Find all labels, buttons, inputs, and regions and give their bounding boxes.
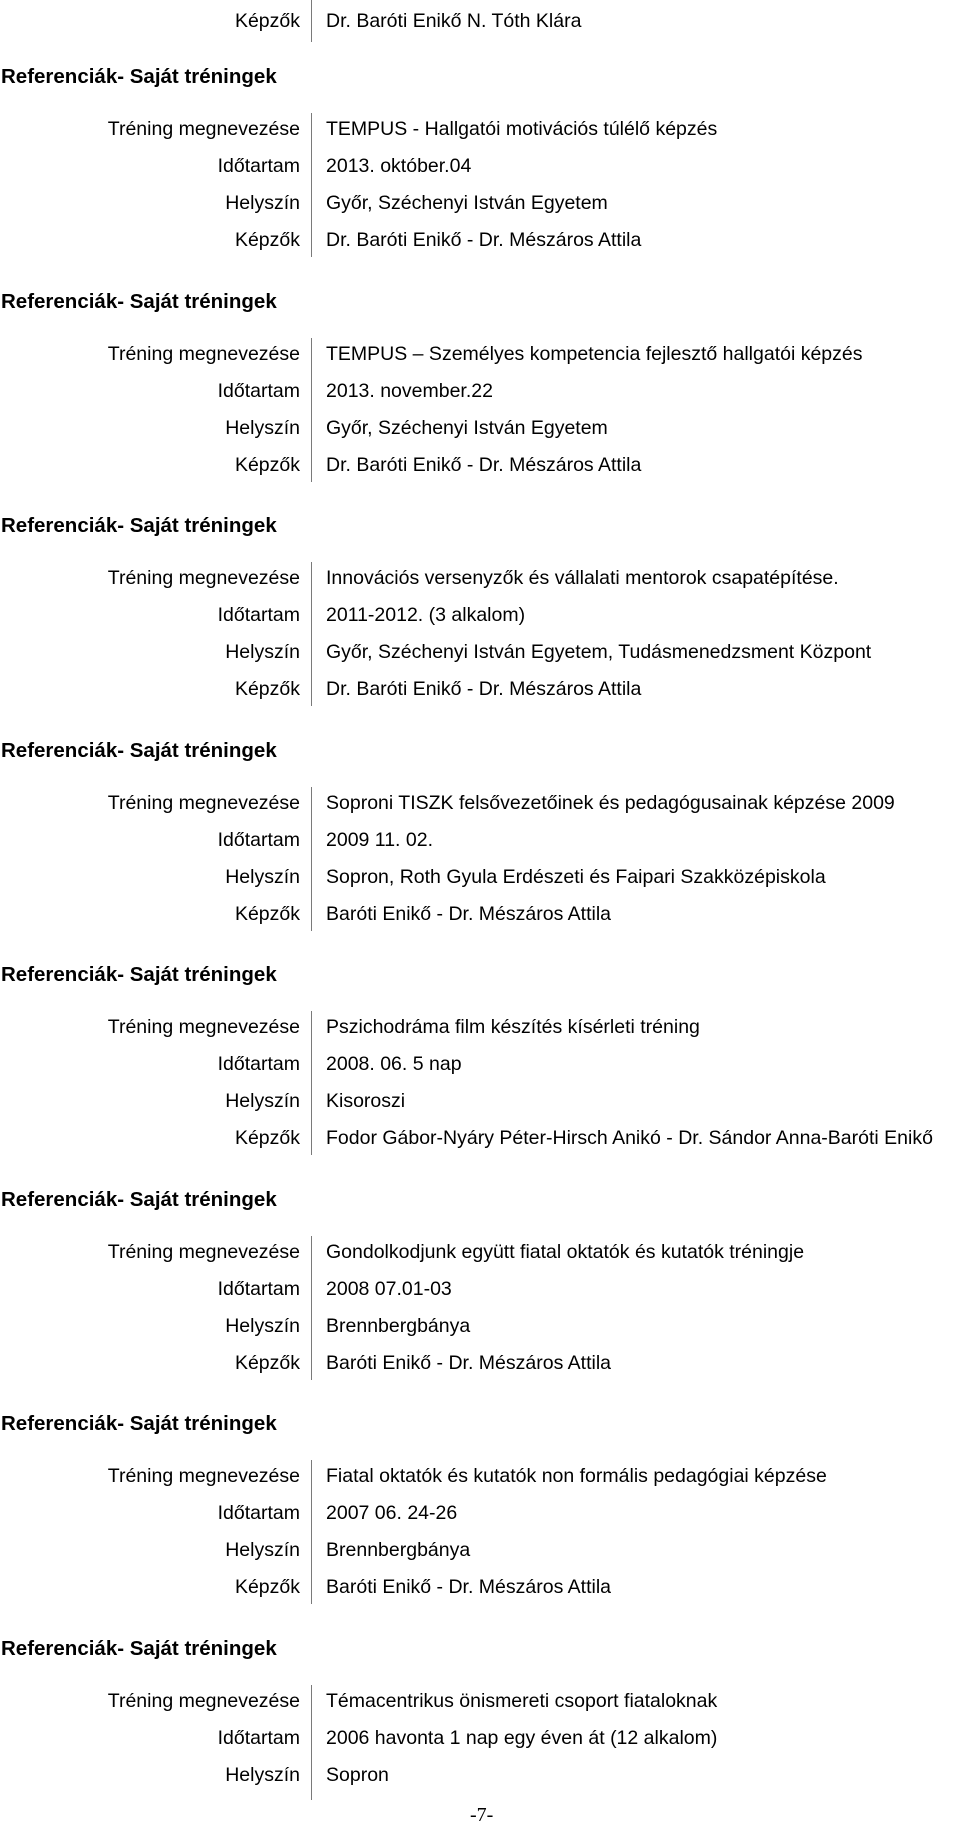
table-row: [0, 1569, 960, 1606]
field-label: Helyszín: [225, 1314, 300, 1337]
field-label: Tréning megnevezése: [107, 1465, 300, 1487]
table-row: [0, 859, 960, 896]
field-value: Győr, Széchenyi István Egyetem, Tudásmenedzsment Központ: [326, 641, 872, 663]
field-label: Képzők: [234, 453, 300, 476]
field-value: Innovációs versenyzők és vállalati mentorok csapatépítése.: [326, 567, 839, 589]
section-heading: Referenciák- Saját tréningek: [1, 514, 277, 537]
table-row: [0, 896, 960, 933]
field-value: Győr, Széchenyi István Egyetem: [326, 416, 608, 439]
table-row: [0, 185, 960, 222]
field-value: TEMPUS - Hallgatói motivációs túlélő képzés: [326, 118, 718, 140]
field-label: Helyszín: [225, 1763, 300, 1786]
table-row: [0, 336, 960, 373]
field-value: 2013. október.04: [326, 155, 472, 177]
field-label: Képzők: [234, 678, 300, 700]
field-label: Helyszín: [225, 641, 300, 663]
column-divider: [311, 787, 312, 931]
section-heading: Referenciák- Saját tréningek: [1, 1412, 277, 1435]
column-divider: [311, 1685, 312, 1801]
table-row: [0, 1495, 960, 1532]
field-value: Győr, Széchenyi István Egyetem: [326, 192, 608, 214]
field-label: Képzők: [234, 902, 300, 925]
table-row: [0, 634, 960, 671]
table-row: [0, 373, 960, 410]
table-row: [0, 111, 960, 148]
section-heading: Referenciák- Saját tréningek: [1, 963, 277, 986]
field-value: Dr. Baróti Enikő - Dr. Mészáros Attila: [326, 229, 642, 251]
field-value: Kisoroszi: [326, 1090, 406, 1112]
table-row: [0, 1120, 960, 1157]
field-value: TEMPUS – Személyes kompetencia fejlesztő hallgatói képzés: [326, 342, 863, 365]
table-row: [0, 1345, 960, 1382]
field-value: 2011-2012. (3 alkalom): [326, 604, 526, 626]
field-value: Gondolkodjunk együtt fiatal oktatók és kutatók tréningje: [326, 1240, 805, 1263]
table-row: [0, 1683, 960, 1720]
column-divider: [311, 113, 312, 257]
page-number: -7-: [470, 1804, 494, 1826]
field-label: Tréning megnevezése: [107, 1016, 300, 1038]
field-label: Képzők: [234, 1127, 300, 1149]
table-row: [0, 671, 960, 708]
field-label: Helyszín: [225, 865, 300, 888]
field-label: Képzők: [234, 10, 300, 32]
field-value: 2013. november.22: [326, 379, 493, 402]
table-row: [0, 785, 960, 822]
field-label: Tréning megnevezése: [107, 791, 300, 814]
table-row: [0, 3, 960, 40]
field-value: 2009 11. 02.: [326, 828, 433, 851]
field-value: Soproni TISZK felsővezetőinek és pedagógusainak képzése 2009: [326, 791, 895, 814]
field-value: Sopron, Roth Gyula Erdészeti és Faipari Szakközépiskola: [326, 865, 826, 888]
table-row: [0, 822, 960, 859]
table-row: [0, 410, 960, 447]
table-row: [0, 1271, 960, 1308]
table-row: [0, 1009, 960, 1046]
table-row: [0, 1234, 960, 1271]
field-value: Baróti Enikő - Dr. Mészáros Attila: [326, 1576, 612, 1598]
table-row: [0, 1046, 960, 1083]
table-row: [0, 222, 960, 259]
table-row: [0, 1757, 960, 1794]
field-label: Időtartam: [217, 1277, 300, 1300]
field-label: Időtartam: [217, 1502, 300, 1524]
table-row: [0, 148, 960, 185]
section-heading: Referenciák- Saját tréningek: [1, 1187, 277, 1211]
table-row: [0, 1308, 960, 1345]
table-row: [0, 447, 960, 484]
field-label: Időtartam: [217, 1726, 300, 1749]
field-label: Tréning megnevezése: [107, 567, 300, 589]
field-label: Időtartam: [217, 155, 300, 177]
field-value: 2006 havonta 1 nap egy éven át (12 alkalom): [326, 1726, 718, 1749]
field-label: Képzők: [234, 1351, 300, 1374]
field-value: 2008. 06. 5 nap: [326, 1053, 462, 1075]
field-label: Időtartam: [217, 828, 300, 851]
column-divider: [311, 0, 312, 42]
field-value: Baróti Enikő - Dr. Mészáros Attila: [326, 1351, 612, 1374]
field-label: Képzők: [234, 1576, 300, 1598]
column-divider: [311, 1460, 312, 1604]
field-value: Dr. Baróti Enikő - Dr. Mészáros Attila: [326, 678, 642, 700]
field-label: Időtartam: [217, 604, 300, 626]
field-label: Helyszín: [225, 192, 300, 214]
field-label: Időtartam: [217, 379, 300, 402]
field-label: Tréning megnevezése: [107, 118, 300, 140]
section-heading: Referenciák- Saját tréningek: [1, 65, 277, 88]
field-value: Témacentrikus önismereti csoport fiataloknak: [326, 1689, 718, 1712]
field-value: Dr. Baróti Enikő - Dr. Mészáros Attila: [326, 453, 642, 476]
field-label: Tréning megnevezése: [107, 1689, 300, 1712]
field-label: Képzők: [234, 229, 300, 251]
field-label: Tréning megnevezése: [107, 342, 300, 365]
column-divider: [311, 338, 312, 482]
field-value: Baróti Enikő - Dr. Mészáros Attila: [326, 902, 612, 925]
table-row: [0, 1720, 960, 1757]
field-value: 2008 07.01-03: [326, 1277, 452, 1300]
table-row: [0, 560, 960, 597]
field-value: Dr. Baróti Enikő N. Tóth Klára: [326, 10, 582, 32]
field-value: 2007 06. 24-26: [326, 1502, 458, 1524]
field-value: Brennbergbánya: [326, 1539, 471, 1561]
column-divider: [311, 1011, 312, 1155]
section-heading: Referenciák- Saját tréningek: [1, 1636, 277, 1660]
field-value: Fiatal oktatók és kutatók non formális pedagógiai képzése: [326, 1465, 827, 1487]
field-value: Brennbergbánya: [326, 1314, 471, 1337]
field-label: Tréning megnevezése: [107, 1240, 300, 1263]
table-row: [0, 1458, 960, 1495]
table-row: [0, 1532, 960, 1569]
column-divider: [311, 1236, 312, 1380]
field-label: Időtartam: [217, 1053, 300, 1075]
field-label: Helyszín: [225, 1090, 300, 1112]
field-label: Helyszín: [225, 416, 300, 439]
table-row: [0, 597, 960, 634]
section-heading: Referenciák- Saját tréningek: [1, 289, 277, 313]
field-value: Pszichodráma film készítés kísérleti tréning: [326, 1016, 700, 1038]
section-heading: Referenciák- Saját tréningek: [1, 738, 277, 762]
field-value: Sopron: [326, 1763, 389, 1786]
column-divider: [311, 562, 312, 706]
field-label: Helyszín: [225, 1539, 300, 1561]
field-value: Fodor Gábor-Nyáry Péter-Hirsch Anikó - Dr. Sándor Anna-Baróti Enikő: [326, 1127, 933, 1149]
table-row: [0, 1083, 960, 1120]
